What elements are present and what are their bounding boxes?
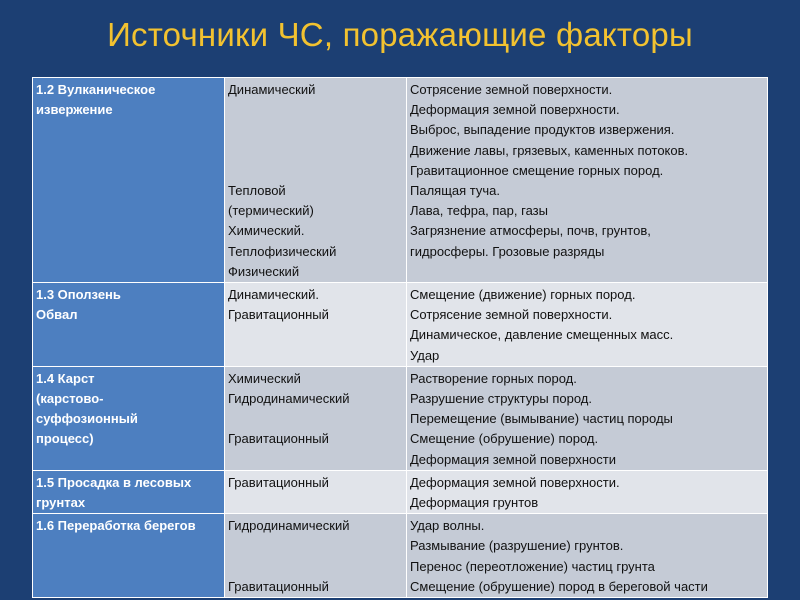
factor-cell: Гравитационный: [225, 470, 407, 513]
table-row: [33, 514, 768, 598]
factor-cell: Гидродинамический Гравитационный: [225, 514, 407, 598]
table-row: [33, 283, 768, 367]
factor-cell: Химический Гидродинамический Гравитационный: [225, 366, 407, 470]
source-cell: 1.4 Карст (карстово- суффозионный процесс): [33, 366, 225, 470]
factor-cell: Динамический. Гравитационный: [225, 283, 407, 367]
slide-title: Источники ЧС, поражающие факторы: [107, 16, 693, 53]
source-cell: 1.2 Вулканическое извержение: [33, 78, 225, 283]
table-row: [33, 366, 768, 470]
source-cell: 1.3 Оползень Обвал: [33, 283, 225, 367]
factor-cell: Динамический Тепловой (термический) Химический. Теплофизический Физический: [225, 78, 407, 283]
table-row: [33, 470, 768, 513]
effects-cell: Сотрясение земной поверхности. Деформация земной поверхности. Выброс, выпадение продуктов извержения. Движение лавы, грязевых, каменных потоков. Гравитационное смещение горных пород. Палящая туча. Лава, тефра, пар, газы Загрязнение атмосферы, почв, грунтов, гидросферы. Грозовые разряды: [407, 78, 768, 283]
effects-cell: Растворение горных пород. Разрушение структуры пород. Перемещение (вымывание) частиц породы Смещение (обрушение) пород. Деформация земной поверхности: [407, 366, 768, 470]
source-cell: 1.5 Просадка в лесовых грунтах: [33, 470, 225, 513]
effects-cell: Смещение (движение) горных пород. Сотрясение земной поверхности. Динамическое, давление смещенных масс. Удар: [407, 283, 768, 367]
table-row: [33, 78, 768, 283]
source-cell: 1.6 Переработка берегов: [33, 514, 225, 598]
effects-cell: Деформация земной поверхности. Деформация грунтов: [407, 470, 768, 513]
factors-table: [32, 77, 768, 598]
effects-cell: Удар волны. Размывание (разрушение) грунтов. Перенос (переотложение) частиц грунта Смещение (обрушение) пород в береговой части: [407, 514, 768, 598]
